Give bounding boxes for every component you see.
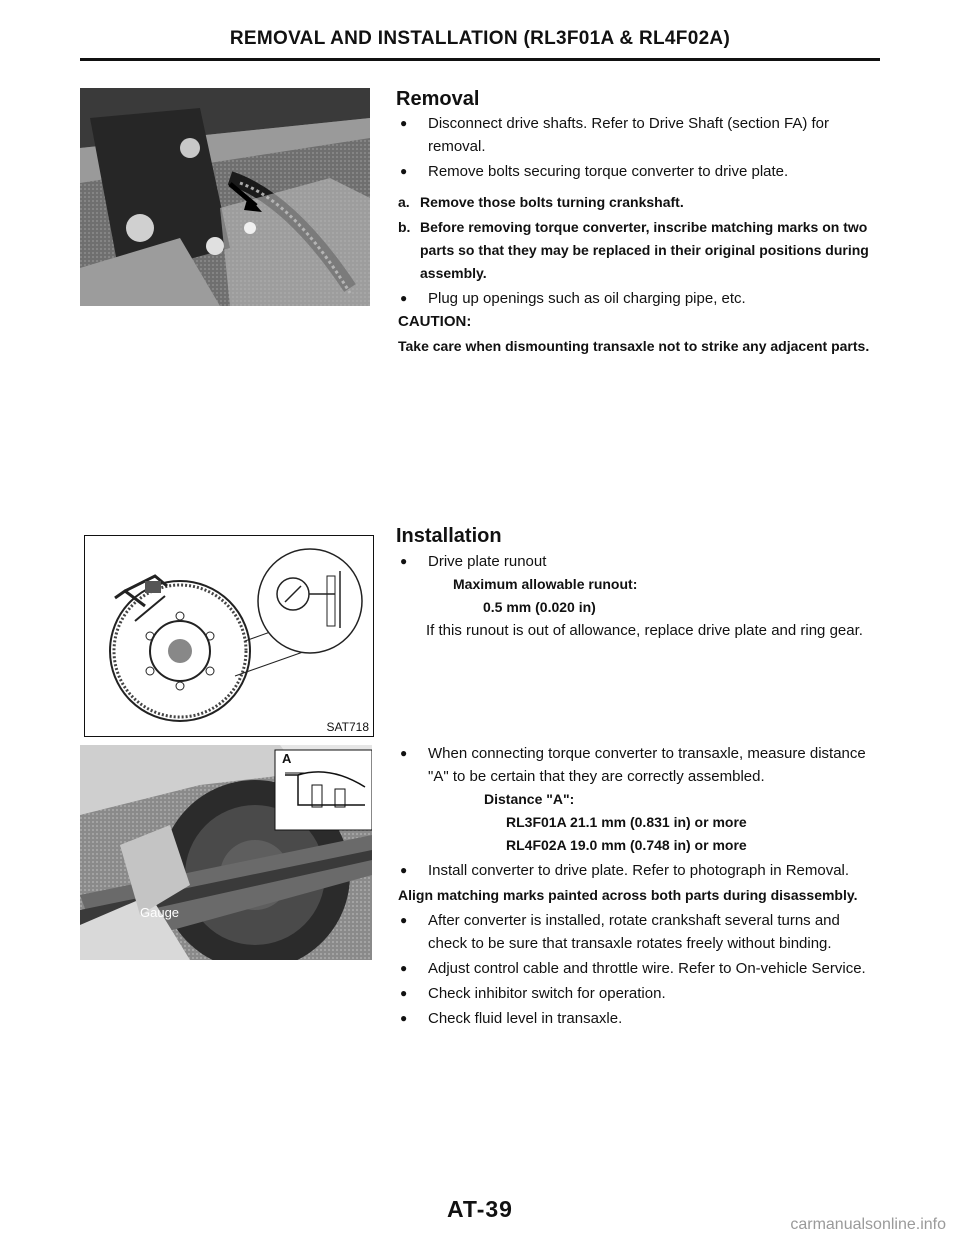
- page-header: REMOVAL AND INSTALLATION (RL3F01A & RL4F02A): [229, 28, 731, 49]
- removal-body: [398, 112, 882, 358]
- list-item: ● Adjust control cable and throttle wire. Refer to On-vehicle Service.: [398, 957, 882, 980]
- step-b: b. Before removing torque converter, inscribe matching marks on two parts so that they may be replaced in their original positions during assembly.: [398, 219, 869, 281]
- distance-spec-label: Distance "A":: [484, 791, 575, 807]
- bullet-icon: ●: [400, 291, 408, 305]
- figure-code: SAT718: [326, 720, 369, 734]
- list-item: ● Check inhibitor switch for operation.: [398, 982, 882, 1005]
- bullet-icon: ●: [400, 116, 408, 130]
- bullet-icon: ●: [400, 863, 408, 877]
- installation-body: [398, 742, 882, 1030]
- gauge-measurement-photo: [80, 745, 372, 960]
- bullet-icon: ●: [400, 1011, 408, 1025]
- distance-spec-rl4: RL4F02A 19.0 mm (0.748 in) or more: [506, 837, 747, 853]
- watermark: carmanualsonline.info: [790, 1216, 946, 1233]
- runout-body: [398, 550, 882, 642]
- removal-title: Removal: [396, 88, 480, 110]
- list-item: ● When connecting torque converter to transaxle, measure distance "A" to be certain that they are correctly assembled.: [398, 742, 882, 788]
- list-item: ● Install converter to drive plate. Refer to photograph in Removal.: [398, 859, 882, 882]
- bullet-icon: ●: [400, 913, 408, 927]
- bullet-icon: ●: [400, 746, 408, 760]
- runout-spec-value: 0.5 mm (0.020 in): [483, 599, 596, 615]
- list-item: ● Remove bolts securing torque converter to drive plate.: [398, 160, 882, 183]
- bullet-icon: ●: [400, 164, 408, 178]
- list-item: ● Check fluid level in transaxle.: [398, 1007, 882, 1030]
- torque-converter-photo: [80, 88, 370, 306]
- page-number: AT-39: [447, 1196, 513, 1222]
- runout-note: If this runout is out of allowance, replace drive plate and ring gear.: [426, 622, 863, 639]
- list-item: ● Plug up openings such as oil charging pipe, etc.: [398, 287, 882, 310]
- step-a: a. Remove those bolts turning crankshaft.: [398, 194, 684, 210]
- gauge-label: Gauge: [140, 905, 180, 920]
- align-instruction: Align matching marks painted across both parts during disassembly.: [398, 887, 858, 903]
- runout-spec-label: Maximum allowable runout:: [453, 576, 638, 592]
- bullet-icon: ●: [400, 961, 408, 975]
- list-item: ● After converter is installed, rotate crankshaft several turns and check to be sure that transaxle rotates freely without binding.: [398, 909, 882, 955]
- bullet-icon: ●: [400, 554, 408, 568]
- caution-text: Take care when dismounting transaxle not to strike any adjacent parts.: [398, 338, 870, 354]
- callout-a: A: [282, 751, 292, 766]
- installation-title: Installation: [396, 525, 502, 547]
- header-rule: [80, 58, 880, 61]
- caution-label: CAUTION:: [398, 313, 472, 330]
- bullet-icon: ●: [400, 986, 408, 1000]
- distance-spec-rl3: RL3F01A 21.1 mm (0.831 in) or more: [506, 814, 747, 830]
- list-item: ● Drive plate runout: [398, 550, 882, 573]
- list-item: ● Disconnect drive shafts. Refer to Drive Shaft (section FA) for removal.: [398, 112, 882, 158]
- drive-plate-runout-figure: [84, 535, 374, 737]
